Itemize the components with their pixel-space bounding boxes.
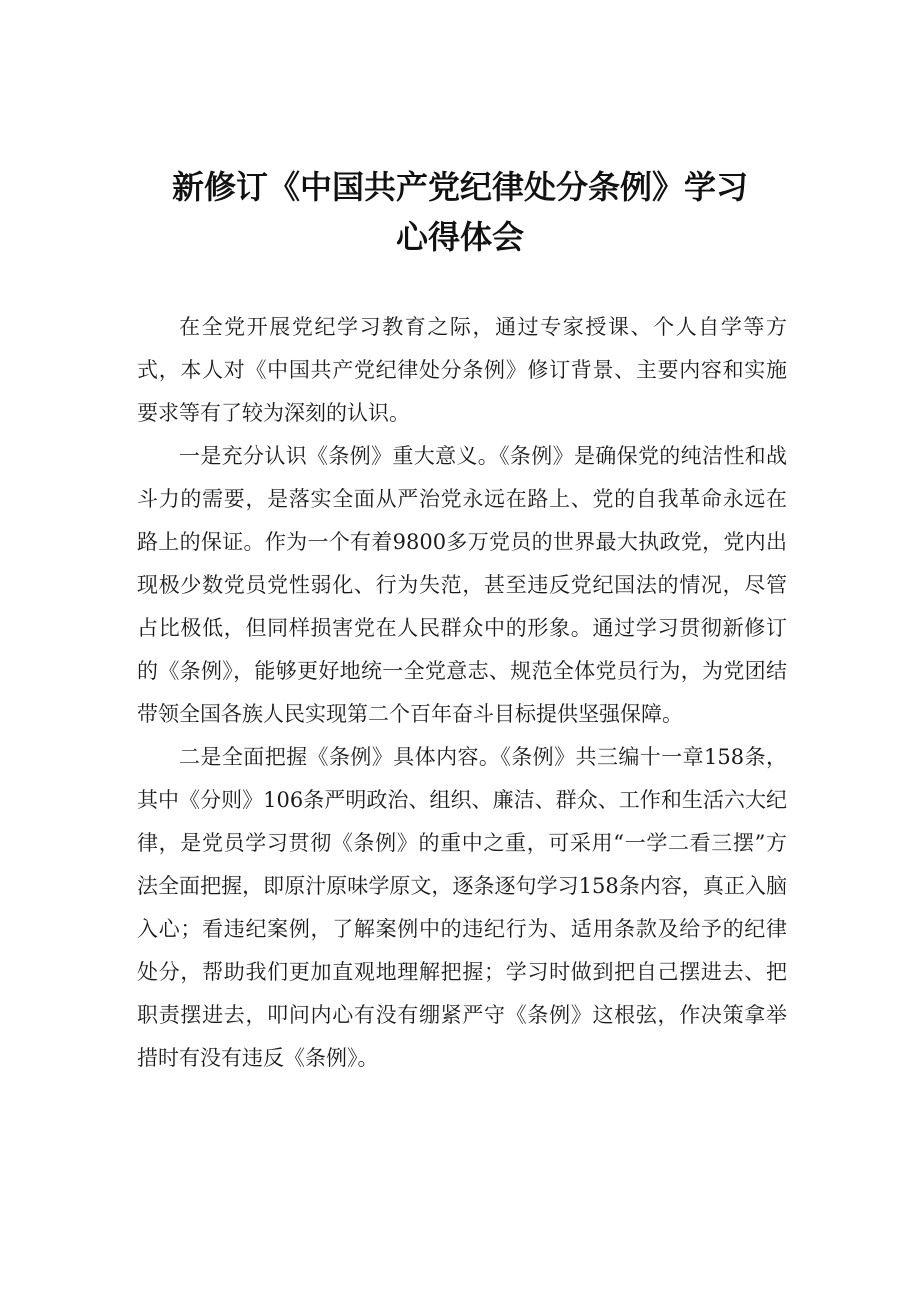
document-title-line1: 新修订《中国共产党纪律处分条例》学习: [171, 168, 748, 206]
document-title-line2: 心得体会: [395, 218, 524, 256]
paragraph-intro: 在全党开展党纪学习教育之际，通过专家授课、个人自学等方式，本人对《中国共产党纪律处分条例》修订背景、主要内容和实施要求等有了较为深刻的认识。: [137, 315, 787, 425]
paragraph-point-one: 一是充分认识《条例》重大意义。《条例》是确保党的纯洁性和战斗力的需要，是落实全面从严治党永远在路上、党的自我革命永远在路上的保证。作为一个有着9800多万党员的世界最大执政党，党内出现极少数党员党性弱化、行为失范，甚至违反党纪国法的情况，尽管占比极低，但同样损害党在人民群众中的形象。通过学习贯彻新修订的《条例》，能够更好地统一全党意志、规范全体党员行为，为党团结带领全国各族人民实现第二个百年奋斗目标提供坚强保障。: [137, 444, 787, 726]
paragraph-point-two: 二是全面把握《条例》具体内容。《条例》共三编十一章158条，其中《分则》106条严明政治、组织、廉洁、群众、工作和生活六大纪律，是党员学习贯彻《条例》的重中之重，可采用“一学二看三摆”方法全面把握，即原汁原味学原文，逐条逐句学习158条内容，真正入脑入心；看违纪案例，了解案例中的违纪行为、适用条款及给予的纪律处分，帮助我们更加直观地理解把握；学习时做到把自己摆进去、把职责摆进去，叩问内心有没有绷紧严守《条例》这根弦，作决策拿举措时有没有违反《条例》。: [137, 745, 787, 1070]
document-body: [137, 306, 787, 1080]
